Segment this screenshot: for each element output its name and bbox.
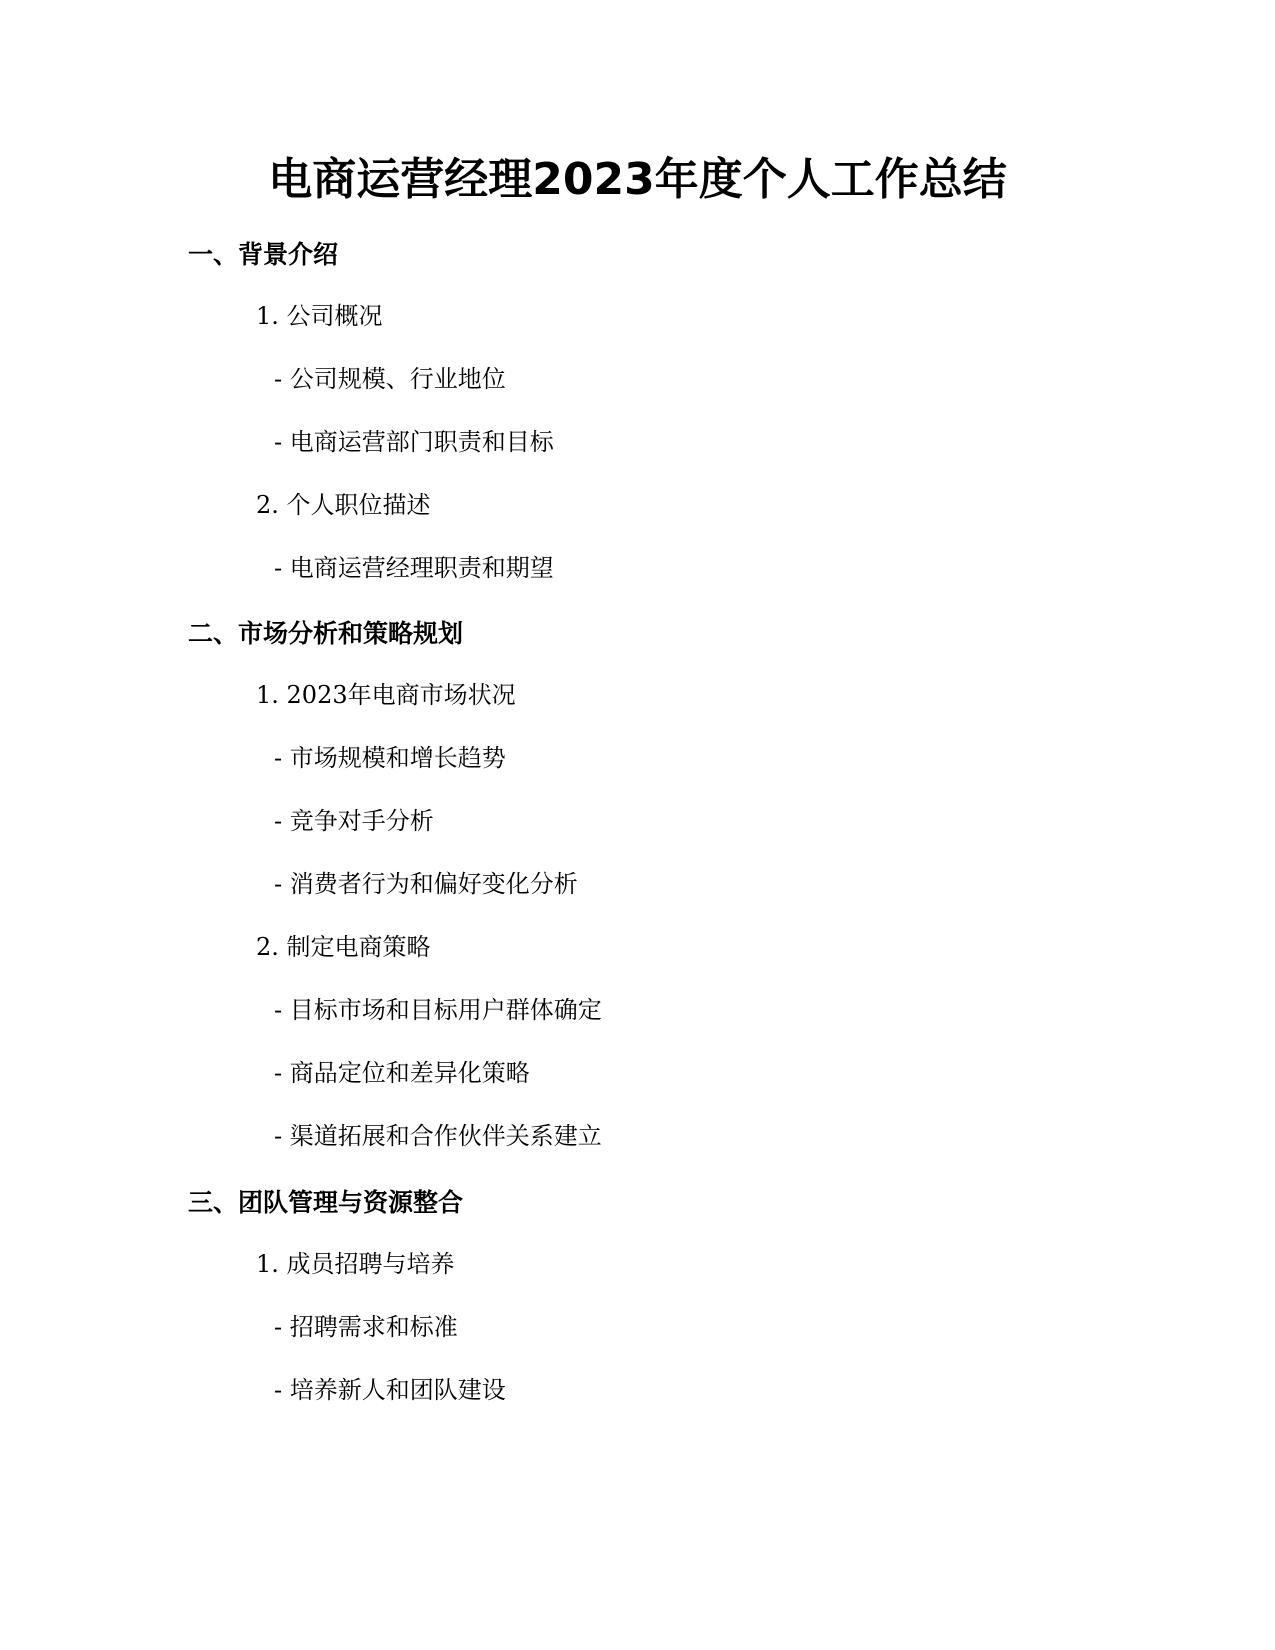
section-heading-market-analysis: 二、市场分析和策略规划 bbox=[188, 619, 464, 648]
sub-item: - 电商运营部门职责和目标 bbox=[274, 428, 554, 456]
sub-item: - 招聘需求和标准 bbox=[274, 1313, 458, 1341]
list-item-ecommerce-strategy: 2. 制定电商策略 bbox=[256, 933, 431, 961]
sub-item: - 市场规模和增长趋势 bbox=[274, 744, 506, 772]
list-item-recruitment: 1. 成员招聘与培养 bbox=[256, 1250, 455, 1278]
list-item-position-description: 2. 个人职位描述 bbox=[256, 491, 431, 519]
section-heading-background: 一、背景介绍 bbox=[188, 240, 339, 269]
sub-item: - 培养新人和团队建设 bbox=[274, 1376, 506, 1404]
sub-item: - 商品定位和差异化策略 bbox=[274, 1059, 530, 1087]
sub-item: - 渠道拓展和合作伙伴关系建立 bbox=[274, 1122, 602, 1150]
sub-item: - 竞争对手分析 bbox=[274, 807, 434, 835]
document-title: 电商运营经理2023年度个人工作总结 bbox=[268, 154, 1007, 205]
sub-item: - 电商运营经理职责和期望 bbox=[274, 554, 554, 582]
sub-item: - 公司规模、行业地位 bbox=[274, 365, 506, 393]
section-heading-team-management: 三、团队管理与资源整合 bbox=[188, 1188, 464, 1217]
list-item-company-overview: 1. 公司概况 bbox=[256, 302, 383, 330]
sub-item: - 目标市场和目标用户群体确定 bbox=[274, 996, 602, 1024]
sub-item: - 消费者行为和偏好变化分析 bbox=[274, 870, 578, 898]
list-item-market-status: 1. 2023年电商市场状况 bbox=[256, 681, 516, 709]
